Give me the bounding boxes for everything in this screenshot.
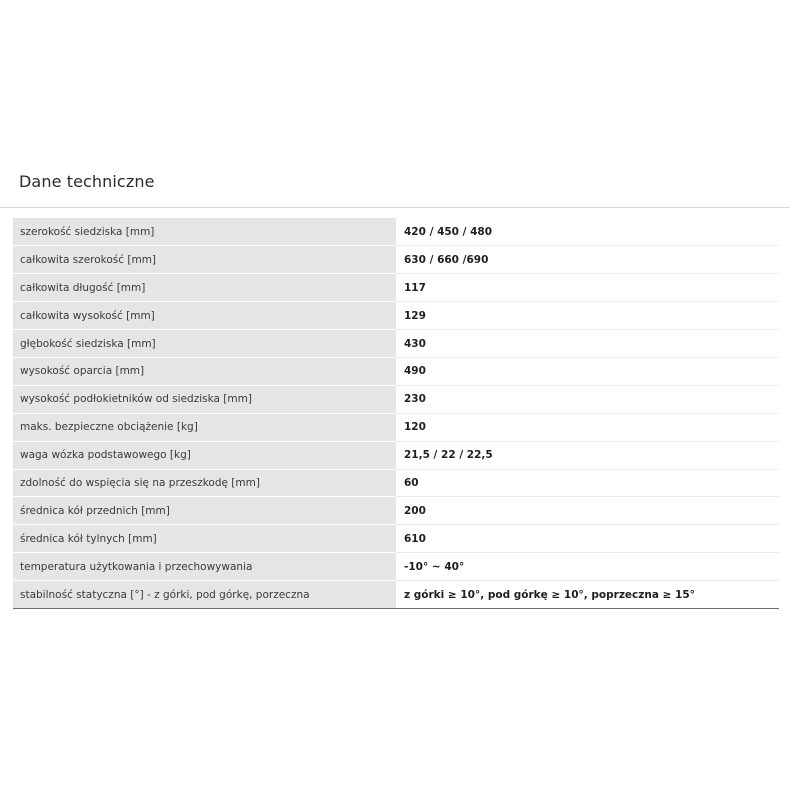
spec-value: 117 bbox=[396, 274, 779, 302]
title-divider bbox=[0, 207, 790, 208]
spec-value: 610 bbox=[396, 525, 779, 553]
spec-value: 430 bbox=[396, 330, 779, 358]
table-row bbox=[13, 525, 779, 553]
spec-value: 420 / 450 / 480 bbox=[396, 218, 779, 246]
spec-label: wysokość oparcia [mm] bbox=[13, 357, 396, 385]
table-row bbox=[13, 274, 779, 302]
spec-value: 630 / 660 /690 bbox=[396, 246, 779, 274]
spec-label: waga wózka podstawowego [kg] bbox=[13, 441, 396, 469]
spec-value: 230 bbox=[396, 385, 779, 413]
table-row bbox=[13, 385, 779, 413]
spec-value: 129 bbox=[396, 302, 779, 330]
spec-label: średnica kół przednich [mm] bbox=[13, 497, 396, 525]
spec-value: 120 bbox=[396, 413, 779, 441]
spec-label: całkowita wysokość [mm] bbox=[13, 302, 396, 330]
spec-label: szerokość siedziska [mm] bbox=[13, 218, 396, 246]
spec-label: głębokość siedziska [mm] bbox=[13, 330, 396, 358]
spec-label: wysokość podłokietników od siedziska [mm] bbox=[13, 385, 396, 413]
spec-label: zdolność do wspięcia się na przeszkodę [mm] bbox=[13, 469, 396, 497]
table-row bbox=[13, 302, 779, 330]
table-row bbox=[13, 246, 779, 274]
spec-label: całkowita szerokość [mm] bbox=[13, 246, 396, 274]
spec-value: 60 bbox=[396, 469, 779, 497]
spec-label: całkowita długość [mm] bbox=[13, 274, 396, 302]
spec-table bbox=[13, 218, 779, 609]
spec-label: stabilność statyczna [°] - z górki, pod górkę, porzeczna bbox=[13, 581, 396, 609]
table-row bbox=[13, 497, 779, 525]
spec-value: 200 bbox=[396, 497, 779, 525]
spec-value: 21,5 / 22 / 22,5 bbox=[396, 441, 779, 469]
table-row bbox=[13, 581, 779, 609]
spec-value: -10° ~ 40° bbox=[396, 553, 779, 581]
spec-value: z górki ≥ 10°, pod górkę ≥ 10°, poprzeczna ≥ 15° bbox=[396, 581, 779, 609]
table-row bbox=[13, 413, 779, 441]
table-row bbox=[13, 441, 779, 469]
table-row bbox=[13, 330, 779, 358]
table-row bbox=[13, 218, 779, 246]
section-title: Dane techniczne bbox=[19, 172, 155, 191]
table-row bbox=[13, 357, 779, 385]
spec-label: temperatura użytkowania i przechowywania bbox=[13, 553, 396, 581]
spec-label: średnica kół tylnych [mm] bbox=[13, 525, 396, 553]
spec-value: 490 bbox=[396, 357, 779, 385]
table-row bbox=[13, 469, 779, 497]
spec-label: maks. bezpieczne obciążenie [kg] bbox=[13, 413, 396, 441]
table-row bbox=[13, 553, 779, 581]
